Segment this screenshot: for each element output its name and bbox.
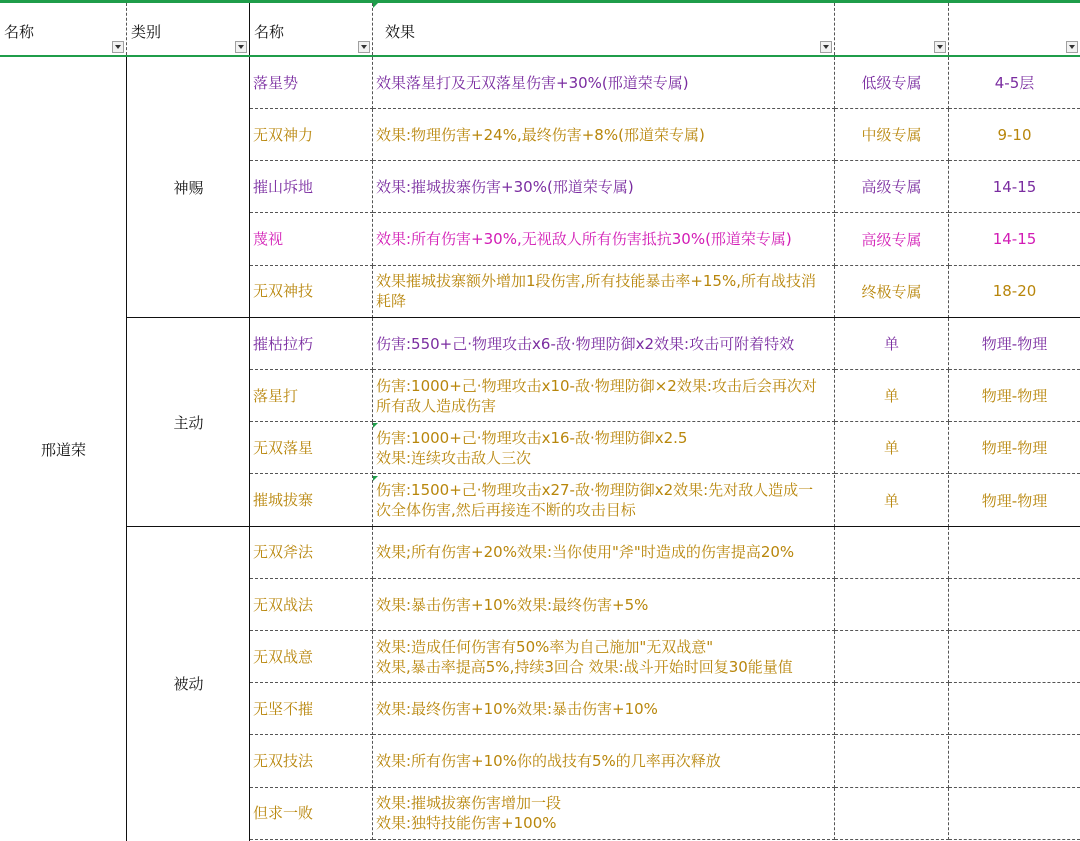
category-label: 被动 [173,674,204,693]
category-cell[interactable] [127,318,250,527]
type-cell[interactable] [835,788,949,840]
effect-text: 伤害:550+己·物理攻击x6-敌·物理防御x2效果:攻击可附着特效 [376,334,795,353]
range-cell[interactable] [949,422,1080,474]
effect-cell[interactable] [373,57,835,109]
effect-text: 效果落星打及无双落星伤害+30%(邢道荣专属) [376,73,689,92]
type-text: 单 [883,491,899,510]
skill-name-cell[interactable] [250,109,373,161]
column-border [249,57,250,841]
type-cell[interactable] [835,57,949,109]
effect-cell[interactable] [373,266,835,318]
effect-text: 伤害:1000+己·物理攻击x16-敌·物理防御x2.5 效果:连续攻击敌人三次 [376,428,688,467]
category-label: 神赐 [173,179,204,197]
type-text: 单 [883,439,899,458]
effect-cell[interactable] [373,318,835,370]
header-label: 名称 [4,23,35,41]
type-cell[interactable] [835,161,949,213]
type-cell[interactable] [835,109,949,161]
effect-cell[interactable] [373,631,835,683]
range-cell[interactable] [949,683,1080,735]
range-text: 4-5层 [994,74,1035,92]
skill-name-text: 摧枯拉朽 [253,334,314,353]
header-label: 效果 [385,23,416,41]
skill-name-cell[interactable] [250,788,373,840]
filter-dropdown-icon[interactable] [358,41,370,53]
column-border [126,57,127,841]
type-cell[interactable] [835,579,949,631]
skill-name-text: 无双斧法 [253,543,314,562]
range-text: 物理-物理 [981,491,1048,510]
type-text: 中级专属 [861,126,922,145]
range-cell[interactable] [949,161,1080,213]
skill-name-text: 落星势 [253,73,299,92]
category-cell[interactable] [127,527,250,840]
range-cell[interactable] [949,266,1080,318]
comment-marker-icon [373,476,378,481]
header-range[interactable] [949,3,1080,55]
skill-name-cell[interactable] [250,527,373,579]
range-text: 物理-物理 [981,335,1048,353]
range-text: 物理-物理 [981,387,1048,406]
skill-name-text: 但求一败 [253,804,314,823]
skill-name-text: 无双神力 [253,125,314,144]
skill-name-cell[interactable] [250,318,373,370]
filter-dropdown-icon[interactable] [112,41,124,53]
skill-name-text: 摧山坼地 [253,177,314,196]
effect-text: 伤害:1000+己·物理攻击x10-敌·物理防御×2效果:攻击后会再次对 所有敌人造成伤害 [376,376,817,415]
skill-name-text: 无坚不摧 [253,699,314,718]
filter-dropdown-icon[interactable] [235,41,247,53]
range-cell[interactable] [949,370,1080,422]
range-text: 9-10 [997,125,1032,144]
skill-name-cell[interactable] [250,370,373,422]
effect-text: 效果:所有伤害+10%你的战技有5%的几率再次释放 [376,752,721,771]
type-cell[interactable] [835,422,949,474]
type-cell[interactable] [835,475,949,527]
hero-name: 邢道荣 [40,440,86,459]
range-cell[interactable] [949,475,1080,527]
skill-name-cell[interactable] [250,161,373,213]
effect-text: 效果:摧城拔寨伤害+30%(邢道荣专属) [376,177,634,196]
type-text: 单 [883,387,899,406]
skill-name-text: 摧城拔寨 [253,491,314,510]
header-type[interactable] [835,3,949,55]
type-cell[interactable] [835,266,949,318]
group-divider [127,317,1080,318]
type-text: 低级专属 [861,74,922,92]
skill-name-cell[interactable] [250,631,373,683]
skill-name-text: 落星打 [253,386,299,405]
header-label: 名称 [254,23,285,41]
type-cell[interactable] [835,527,949,579]
range-text: 14-15 [992,230,1037,249]
skill-name-cell[interactable] [250,475,373,527]
type-text: 高级专属 [861,178,922,197]
header-effect[interactable] [373,3,835,55]
range-text: 14-15 [992,177,1037,196]
range-cell[interactable] [949,788,1080,840]
effect-text: 效果:物理伤害+24%,最终伤害+8%(邢道荣专属) [376,125,705,144]
type-text: 高级专属 [861,230,922,249]
type-cell[interactable] [835,370,949,422]
skill-name-cell[interactable] [250,422,373,474]
effect-cell[interactable] [373,683,835,735]
type-cell[interactable] [835,318,949,370]
skill-name-text: 无双战法 [253,595,314,614]
skill-name-text: 无双战意 [253,647,314,666]
hero-name-cell[interactable] [0,57,127,841]
effect-text: 效果:造成任何伤害有50%率为自己施加"无双战意" 效果,暴击率提高5%,持续3回合 效果:战斗开始时回复30能量值 [376,637,793,676]
range-cell[interactable] [949,109,1080,161]
effect-cell[interactable] [373,788,835,840]
range-text: 物理-物理 [981,439,1048,458]
skill-name-text: 无双神技 [253,282,314,301]
range-cell[interactable] [949,579,1080,631]
skill-name-text: 无双技法 [253,752,314,771]
effect-cell[interactable] [373,475,835,527]
type-cell[interactable] [835,736,949,788]
effect-cell[interactable] [373,736,835,788]
range-cell[interactable] [949,318,1080,370]
filter-dropdown-icon[interactable] [934,41,946,53]
skill-name-cell[interactable] [250,57,373,109]
type-cell[interactable] [835,214,949,266]
effect-text: 效果:摧城拔寨伤害增加一段 效果:独特技能伤害+100% [376,794,562,833]
skill-name-text: 无双落星 [253,438,314,457]
skill-name-cell[interactable] [250,214,373,266]
group-divider [127,526,1080,527]
effect-cell[interactable] [373,214,835,266]
header-category[interactable] [127,3,250,55]
skill-name-cell[interactable] [250,736,373,788]
effect-text: 效果:所有伤害+30%,无视敌人所有伤害抵抗30%(邢道荣专属) [376,230,792,249]
type-cell[interactable] [835,631,949,683]
effect-text: 效果摧城拔寨额外增加1段伤害,所有技能暴击率+15%,所有战技消 耗降 [376,272,816,311]
header-hero-name[interactable] [0,3,127,55]
effect-cell[interactable] [373,109,835,161]
header-skill-name[interactable] [250,3,373,55]
filter-dropdown-icon[interactable] [1066,41,1078,53]
skill-name-cell[interactable] [250,266,373,318]
type-text: 终极专属 [861,282,922,301]
range-cell[interactable] [949,57,1080,109]
effect-text: 效果:暴击伤害+10%效果:最终伤害+5% [376,595,649,614]
type-cell[interactable] [835,683,949,735]
effect-cell[interactable] [373,161,835,213]
skill-name-text: 蔑视 [253,230,284,249]
filter-dropdown-icon[interactable] [820,41,832,53]
skill-name-cell[interactable] [250,683,373,735]
skill-name-cell[interactable] [250,579,373,631]
effect-text: 伤害:1500+己·物理攻击x27-敌·物理防御x2效果:先对敌人造成一 次全体伤害,然后再接连不断的攻击目标 [376,481,814,520]
type-text: 单 [883,335,899,353]
effect-cell[interactable] [373,422,835,474]
range-cell[interactable] [949,214,1080,266]
range-cell[interactable] [949,736,1080,788]
range-cell[interactable] [949,631,1080,683]
effect-cell[interactable] [373,579,835,631]
range-text: 18-20 [992,282,1037,301]
effect-text: 效果:最终伤害+10%效果:暴击伤害+10% [376,699,658,718]
comment-marker-icon [373,3,378,8]
comment-marker-icon [373,423,378,428]
effect-text: 效果;所有伤害+20%效果:当你使用"斧"时造成的伤害提高20% [376,543,795,562]
range-cell[interactable] [949,527,1080,579]
header-label: 类别 [131,23,162,41]
effect-cell[interactable] [373,527,835,579]
category-label: 主动 [173,413,204,432]
effect-cell[interactable] [373,370,835,422]
category-cell[interactable] [127,57,250,318]
